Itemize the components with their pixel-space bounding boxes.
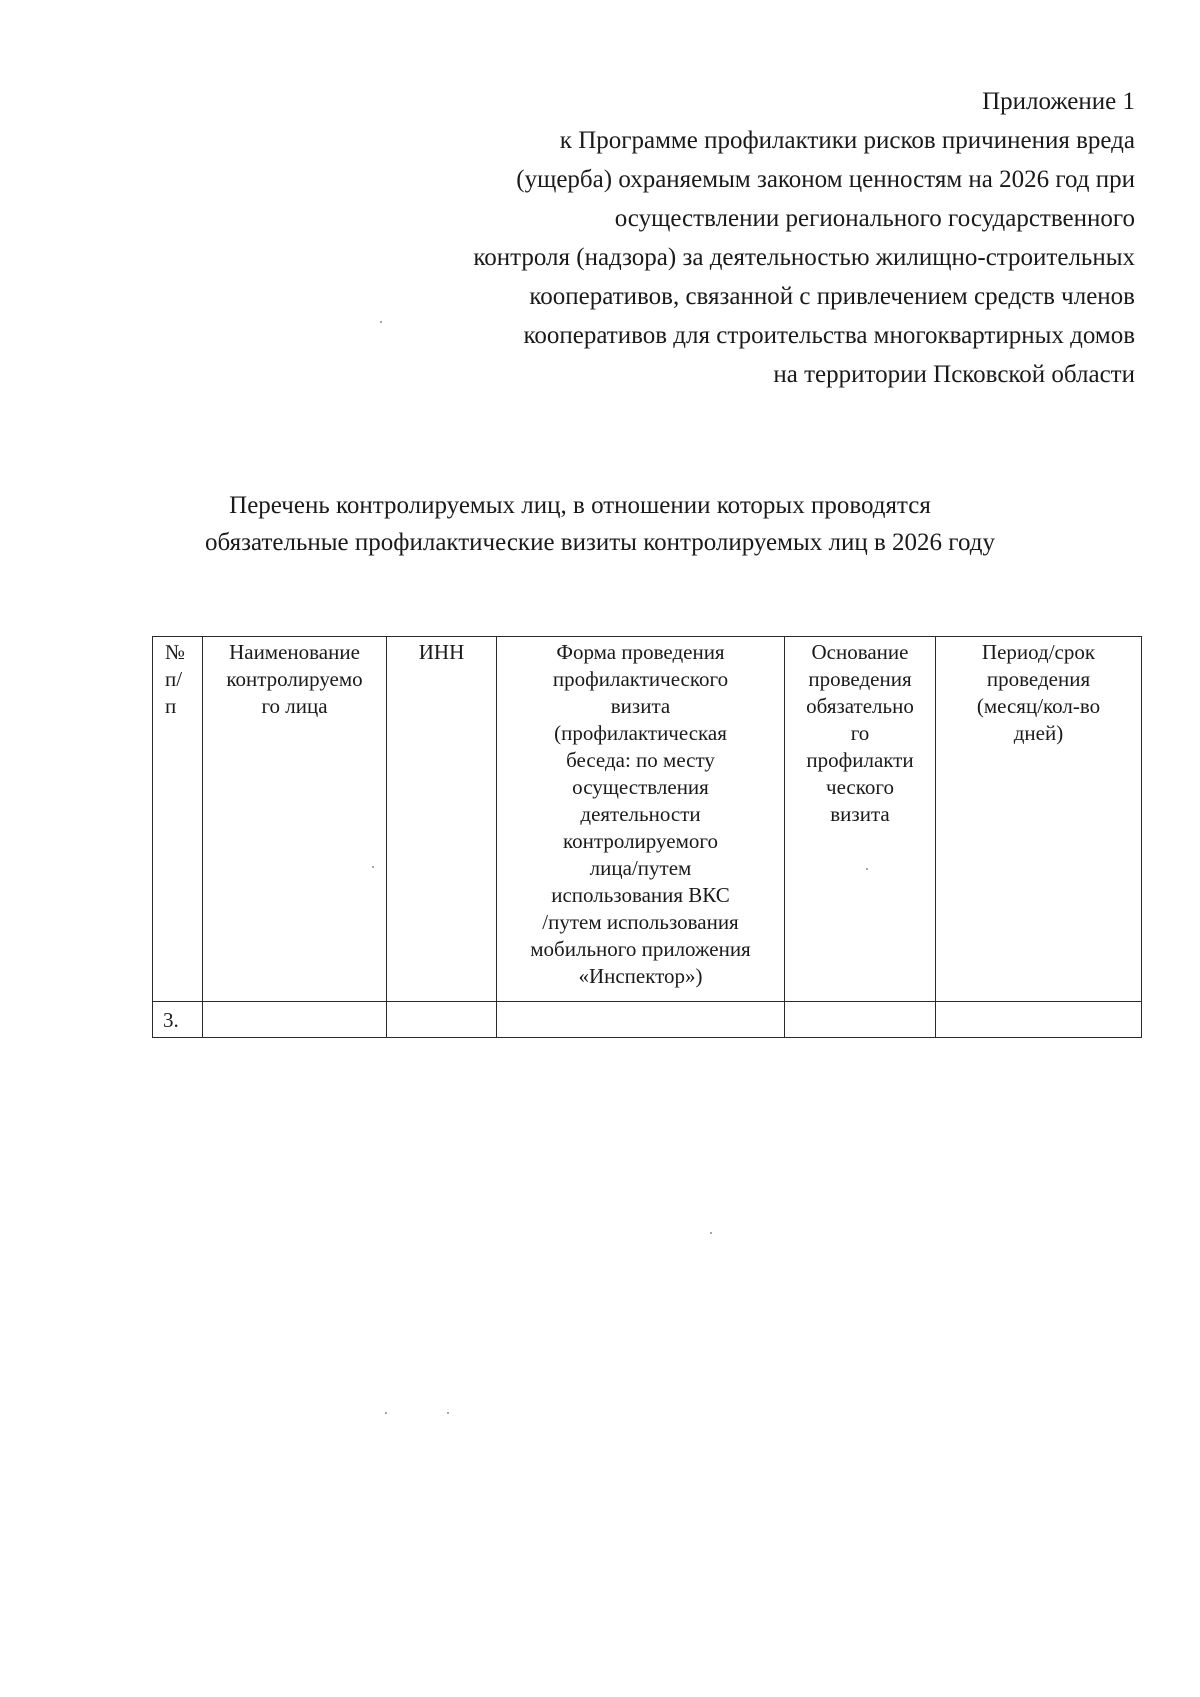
header-text: контролируемо <box>226 667 363 691</box>
column-header-number <box>153 637 203 1002</box>
column-header-basis <box>785 637 936 1002</box>
header-text: «Инспектор») <box>578 964 703 988</box>
header-text: Форма проведения <box>556 640 725 664</box>
header-text: /путем использования <box>542 910 739 934</box>
scan-speck <box>385 1412 387 1414</box>
header-text: ческого <box>826 775 894 799</box>
header-text: Период/срок <box>981 640 1096 664</box>
header-text: го лица <box>261 694 328 718</box>
header-text: (месяц/кол-во <box>976 694 1101 718</box>
header-text: визита <box>610 694 671 718</box>
header-text: беседа: по месту <box>566 748 715 772</box>
header-text: го <box>850 721 870 745</box>
column-header-period <box>936 637 1142 1002</box>
header-text: деятельности <box>580 802 701 826</box>
table-cell-number: 3. <box>153 1002 203 1038</box>
header-text: профилактического <box>552 667 729 691</box>
controlled-persons-table <box>152 636 1142 1038</box>
appendix-line: Приложение 1 <box>982 88 1135 115</box>
scan-speck <box>372 866 374 868</box>
header-text: контролируемого <box>563 829 718 853</box>
table-cell-period <box>936 1002 1142 1038</box>
header-text: проведения <box>808 667 912 691</box>
column-header-inn <box>387 637 497 1002</box>
appendix-block <box>335 82 1135 394</box>
column-header-visit-form <box>497 637 785 1002</box>
appendix-line: на территории Псковской области <box>773 361 1135 388</box>
appendix-line: контроля (надзора) за деятельностью жилищно-строительных <box>473 244 1135 271</box>
header-text: № <box>165 640 186 664</box>
table-cell-visit-form <box>497 1002 785 1038</box>
appendix-line: осуществлении регионального государственного <box>614 205 1135 232</box>
header-text: (профилактическая <box>554 721 727 745</box>
appendix-line: к Программе профилактики рисков причинения вреда <box>559 127 1135 154</box>
header-text: Основание <box>811 640 909 664</box>
header-text: лица/путем <box>589 856 692 880</box>
header-text: обязательно <box>806 694 914 718</box>
header-text: п <box>165 694 177 718</box>
appendix-line: кооперативов, связанной с привлечением средств членов <box>529 283 1135 310</box>
table-header-row <box>153 637 1142 1002</box>
scan-speck <box>380 321 382 323</box>
title-line: Перечень контролируемых лиц, в отношении которых проводятся <box>229 492 931 519</box>
header-text: п/ <box>165 667 183 691</box>
table-cell-basis <box>785 1002 936 1038</box>
header-text: осуществления <box>572 775 709 799</box>
header-text: мобильного приложения <box>530 937 751 961</box>
column-header-name <box>203 637 387 1002</box>
header-text: использования ВКС <box>551 883 730 907</box>
header-text: профилакти <box>806 748 914 772</box>
scan-speck <box>710 1232 712 1234</box>
table-row <box>153 1002 1142 1038</box>
scan-speck <box>447 1412 449 1414</box>
header-text: ИНН <box>418 640 465 664</box>
appendix-line: (ущерба) охраняемым законом ценностям на 2026 год при <box>516 166 1135 193</box>
document-title <box>0 487 1200 561</box>
header-text: дней) <box>1013 721 1064 745</box>
title-line: обязательные профилактические визиты контролируемых лиц в 2026 году <box>205 529 995 556</box>
header-text: визита <box>830 802 890 826</box>
scan-speck <box>866 868 868 870</box>
header-text: Наименование <box>229 640 360 664</box>
appendix-line: кооперативов для строительства многоквартирных домов <box>523 322 1135 349</box>
table-cell-inn <box>387 1002 497 1038</box>
header-text: проведения <box>986 667 1091 691</box>
table-cell-name <box>203 1002 387 1038</box>
